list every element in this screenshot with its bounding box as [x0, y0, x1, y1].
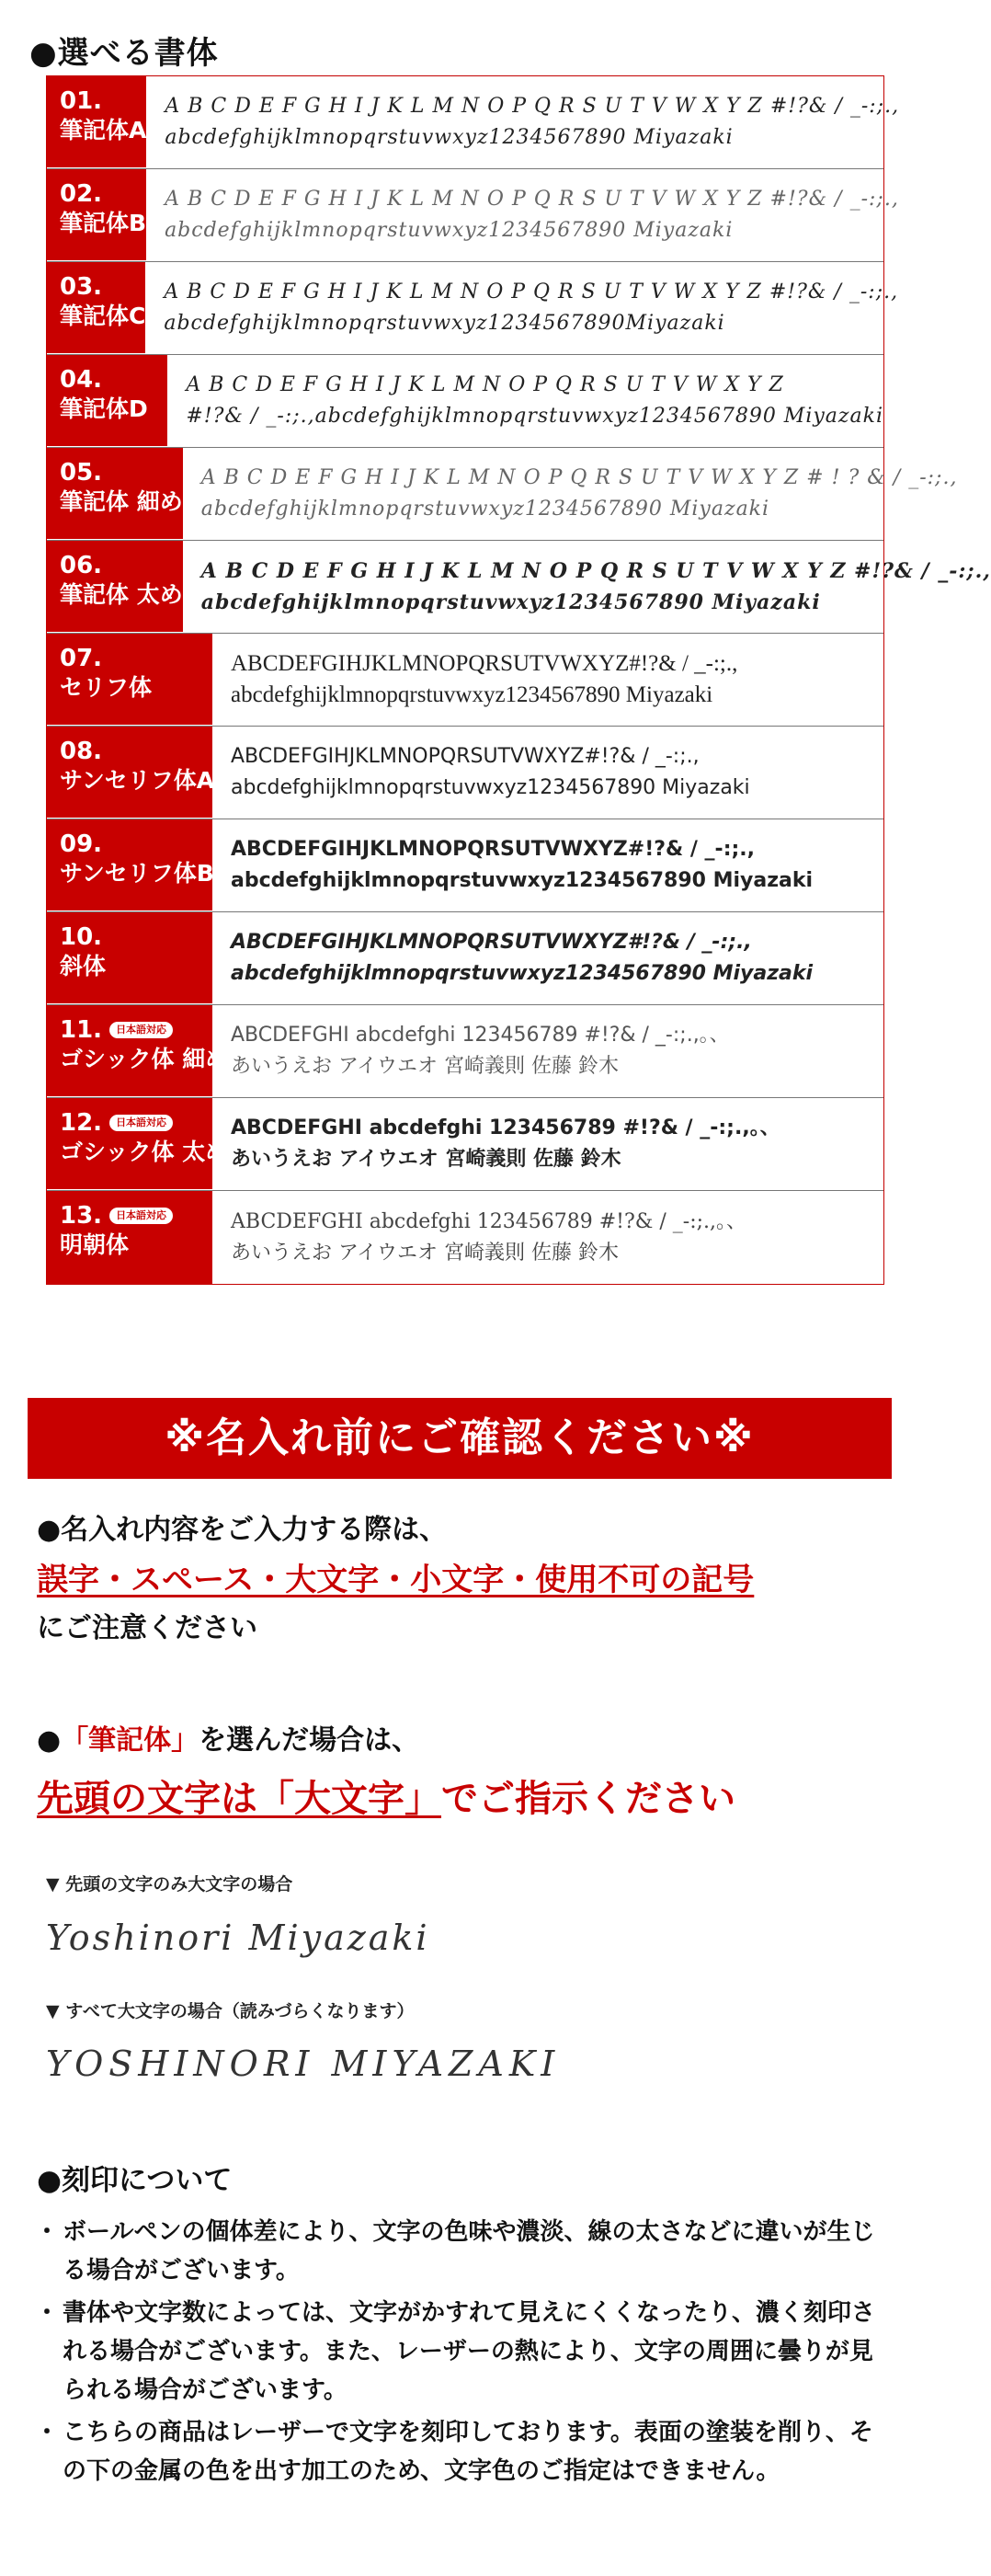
- font-number-text: 10.: [60, 923, 103, 951]
- font-row: [47, 355, 883, 448]
- font-row: [47, 819, 883, 912]
- font-sample-line1: ABCDEFGHI abcdefghi 123456789 #!?& / _-:;.,。、: [231, 1116, 780, 1139]
- font-sample-line1: ABCDEFGIHJKLMNOPQRSUTVWXYZ#!?& / _-:;.,: [231, 838, 756, 861]
- list-bullet: ・: [35, 2218, 60, 2246]
- input-notice-tail: にご注意ください: [37, 1612, 257, 1644]
- font-sample-line1: A B C D E F G H I J K L M N O P Q R S U T V W X Y Z # ! ? & / _-:;.,: [200, 466, 958, 489]
- font-sample-line1: A B C D E F G H I J K L M N O P Q R S U T V W X Y Z #!?& / _-:;.,: [200, 559, 991, 583]
- font-sample-line1: ABCDEFGHI abcdefghi 123456789 #!?& / _-:;.,。、: [231, 1209, 747, 1233]
- font-number: [60, 552, 183, 579]
- font-row: [47, 912, 883, 1005]
- font-row: [47, 727, 883, 819]
- font-name: 斜体: [60, 953, 107, 979]
- capital-instruction: [37, 1769, 735, 1822]
- font-sample: [212, 819, 883, 911]
- font-number-text: 11.: [60, 1016, 103, 1044]
- font-sample-line2: abcdefghijklmnopqrstuvwxyz1234567890 Miyazaki: [165, 219, 734, 242]
- font-number-text: 03.: [60, 273, 103, 301]
- font-row: [47, 1098, 883, 1191]
- font-number-text: 05.: [60, 459, 103, 487]
- font-sample: [146, 76, 899, 168]
- font-sample: [212, 912, 883, 1004]
- font-label: [47, 727, 215, 819]
- font-row: [47, 262, 899, 355]
- engraving-notes-list: [35, 2213, 885, 2494]
- font-sample-line1: A B C D E F G H I J K L M N O P Q R S U T V W X Y Z #!?& / _-:;.,: [165, 188, 899, 211]
- japanese-support-badge: 日本語対応: [109, 1208, 173, 1224]
- font-label: [47, 448, 183, 540]
- script-notice-suffix: を選んだ場合は、: [199, 1724, 420, 1757]
- capital-instruction-red: 先頭の文字は「大文字」: [37, 1778, 441, 1820]
- font-sample: [167, 355, 883, 447]
- font-number: [60, 923, 212, 951]
- font-name: 明朝体: [60, 1231, 130, 1258]
- font-row: [47, 1005, 883, 1098]
- font-label: [47, 169, 146, 261]
- font-sample: [183, 541, 991, 633]
- font-number: [60, 1109, 212, 1137]
- font-sample-line1: ABCDEFGIHJKLMNOPQRSUTVWXYZ#!?& / _-:;.,: [231, 745, 700, 768]
- font-name: 筆記体A: [60, 117, 147, 143]
- example-caption-first-capital: ▼ 先頭の文字のみ大文字の場合: [46, 1874, 293, 1895]
- font-number: [60, 1202, 212, 1230]
- font-sample-line1: ABCDEFGIHJKLMNOPQRSUTVWXYZ#!?& / _-:;.,: [231, 931, 752, 954]
- font-label: [47, 1005, 229, 1097]
- list-item-text: ボールペンの個体差により、文字の色味や濃淡、線の太さなどに違いが生じる場合がございます。: [63, 2218, 875, 2284]
- font-label: [47, 355, 167, 447]
- japanese-support-badge: 日本語対応: [109, 1115, 173, 1131]
- font-sample: [212, 727, 883, 819]
- font-label: [47, 634, 212, 726]
- font-sample-line2: abcdefghijklmnopqrstuvwxyz1234567890 Miyazaki: [200, 498, 770, 521]
- font-row: [47, 448, 958, 541]
- font-number-text: 07.: [60, 645, 103, 672]
- font-number: [60, 273, 145, 301]
- font-number: [60, 459, 183, 487]
- font-row: [47, 541, 991, 634]
- font-sample-line2: abcdefghijklmnopqrstuvwxyz1234567890 Miyazaki: [231, 962, 814, 985]
- font-number-text: 09.: [60, 830, 103, 858]
- capital-instruction-rest: でご指示ください: [441, 1778, 735, 1820]
- font-number: [60, 1016, 212, 1044]
- font-sample-line2: あいうえお アイウエオ 宮崎義則 佐藤 鈴木: [231, 1055, 619, 1078]
- font-row: [47, 76, 900, 169]
- font-name: セリフ体: [60, 674, 153, 701]
- font-name: サンセリフ体B: [60, 860, 214, 887]
- list-item: [35, 2413, 885, 2490]
- font-sample-line1: A B C D E F G H I J K L M N O P Q R S U T V W X Y Z #!?& / _-:;.,: [165, 95, 900, 118]
- font-label: [47, 1098, 229, 1190]
- example-sample-first-capital: Yoshinori Miyazaki: [46, 1918, 430, 1958]
- font-sample-line2: あいうえお アイウエオ 宮崎義則 佐藤 鈴木: [231, 1241, 619, 1265]
- list-bullet: ・: [35, 2419, 60, 2446]
- font-name: 筆記体B: [60, 210, 147, 236]
- font-row: [47, 169, 899, 262]
- font-number-text: 12.: [60, 1109, 103, 1137]
- font-number-text: 06.: [60, 552, 103, 579]
- font-sample-line2: abcdefghijklmnopqrstuvwxyz1234567890Miyazaki: [164, 312, 725, 335]
- font-sample-line1: A B C D E F G H I J K L M N O P Q R S U T V W X Y Z #!?& / _-:;.,: [164, 280, 899, 303]
- script-highlight: 「筆記体」: [61, 1724, 199, 1757]
- font-number: [60, 180, 146, 208]
- font-name: ゴシック体 太め: [60, 1139, 229, 1165]
- script-notice-heading: [37, 1717, 419, 1757]
- font-sample: [146, 169, 899, 261]
- font-sample-line1: ABCDEFGIHJKLMNOPQRSUTVWXYZ#!?& / _-:;.,: [231, 651, 738, 676]
- font-sample-line2: abcdefghijklmnopqrstuvwxyz1234567890 Miyazaki: [231, 682, 713, 707]
- font-sample: [183, 448, 958, 540]
- font-row: [47, 1191, 883, 1284]
- font-sample: [212, 1005, 883, 1097]
- font-number: [60, 87, 146, 115]
- engraving-section-title: ●刻印について: [37, 2164, 233, 2197]
- font-row: [47, 634, 883, 727]
- font-sample-line2: #!?& / _-:;.,abcdefghijklmnopqrstuvwxyz1234567890 Miyazaki: [186, 405, 883, 428]
- font-name: 筆記体 細め: [60, 488, 183, 515]
- font-sample-line2: abcdefghijklmnopqrstuvwxyz1234567890 Miyazaki: [231, 776, 750, 799]
- font-sample: [145, 262, 898, 354]
- font-name: 筆記体D: [60, 395, 148, 422]
- font-number-text: 13.: [60, 1202, 103, 1230]
- font-table: [46, 75, 991, 1285]
- font-sample-line2: あいうえお アイウエオ 宮崎義則 佐藤 鈴木: [231, 1148, 621, 1171]
- font-sample: [212, 1098, 883, 1190]
- font-label: [47, 76, 146, 168]
- font-number-text: 04.: [60, 366, 103, 394]
- font-label: [47, 541, 183, 633]
- font-number: [60, 830, 212, 858]
- font-number: [60, 366, 167, 394]
- list-item: [35, 2294, 885, 2410]
- font-sample-line2: abcdefghijklmnopqrstuvwxyz1234567890 Miyazaki: [165, 126, 734, 149]
- font-number: [60, 738, 212, 765]
- font-label: [47, 819, 212, 911]
- font-number-text: 02.: [60, 180, 103, 208]
- font-sample-line1: ABCDEFGHI abcdefghi 123456789 #!?& / _-:;.,。、: [231, 1024, 730, 1047]
- input-notice-heading: ●名入れ内容をご入力する際は、: [37, 1514, 448, 1546]
- font-name: 筆記体 太め: [60, 581, 183, 608]
- bullet: ●: [37, 1724, 62, 1757]
- font-section-title: ●選べる書体: [29, 35, 219, 72]
- font-label: [47, 912, 212, 1004]
- font-sample-line2: abcdefghijklmnopqrstuvwxyz1234567890 Miyazaki: [200, 590, 821, 614]
- example-sample-all-capital: YOSHINORI MIYAZAKI: [46, 2044, 561, 2084]
- font-label: [47, 262, 145, 354]
- font-number-text: 01.: [60, 87, 103, 115]
- font-sample: [212, 634, 883, 726]
- japanese-support-badge: 日本語対応: [109, 1022, 173, 1038]
- font-number: [60, 645, 212, 672]
- list-bullet: ・: [35, 2299, 60, 2327]
- font-name: 筆記体C: [60, 303, 146, 329]
- font-name: ゴシック体 細め: [60, 1046, 229, 1072]
- list-item-text: 書体や文字数によっては、文字がかすれて見えにくくなったり、濃く刻印される場合がございます。また、レーザーの熱により、文字の周囲に曇りが見られる場合がございます。: [63, 2299, 876, 2404]
- font-sample: [212, 1191, 883, 1284]
- input-notice-warning: 誤字・スペース・大文字・小文字・使用不可の記号: [37, 1562, 755, 1598]
- font-number-text: 08.: [60, 738, 103, 765]
- list-item: [35, 2213, 885, 2290]
- font-name: サンセリフ体A: [60, 767, 215, 794]
- font-label: [47, 1191, 212, 1284]
- confirm-banner: ※名入れ前にご確認ください※: [28, 1398, 892, 1479]
- font-sample-line2: abcdefghijklmnopqrstuvwxyz1234567890 Miyazaki: [231, 869, 814, 892]
- example-caption-all-capital: ▼ すべて大文字の場合（読みづらくなります）: [46, 2001, 415, 2021]
- font-sample-line1: A B C D E F G H I J K L M N O P Q R S U T V W X Y Z: [186, 373, 784, 396]
- list-item-text: こちらの商品はレーザーで文字を刻印しております。表面の塗装を削り、その下の金属の色を出す加工のため、文字色のご指定はできません。: [63, 2419, 873, 2485]
